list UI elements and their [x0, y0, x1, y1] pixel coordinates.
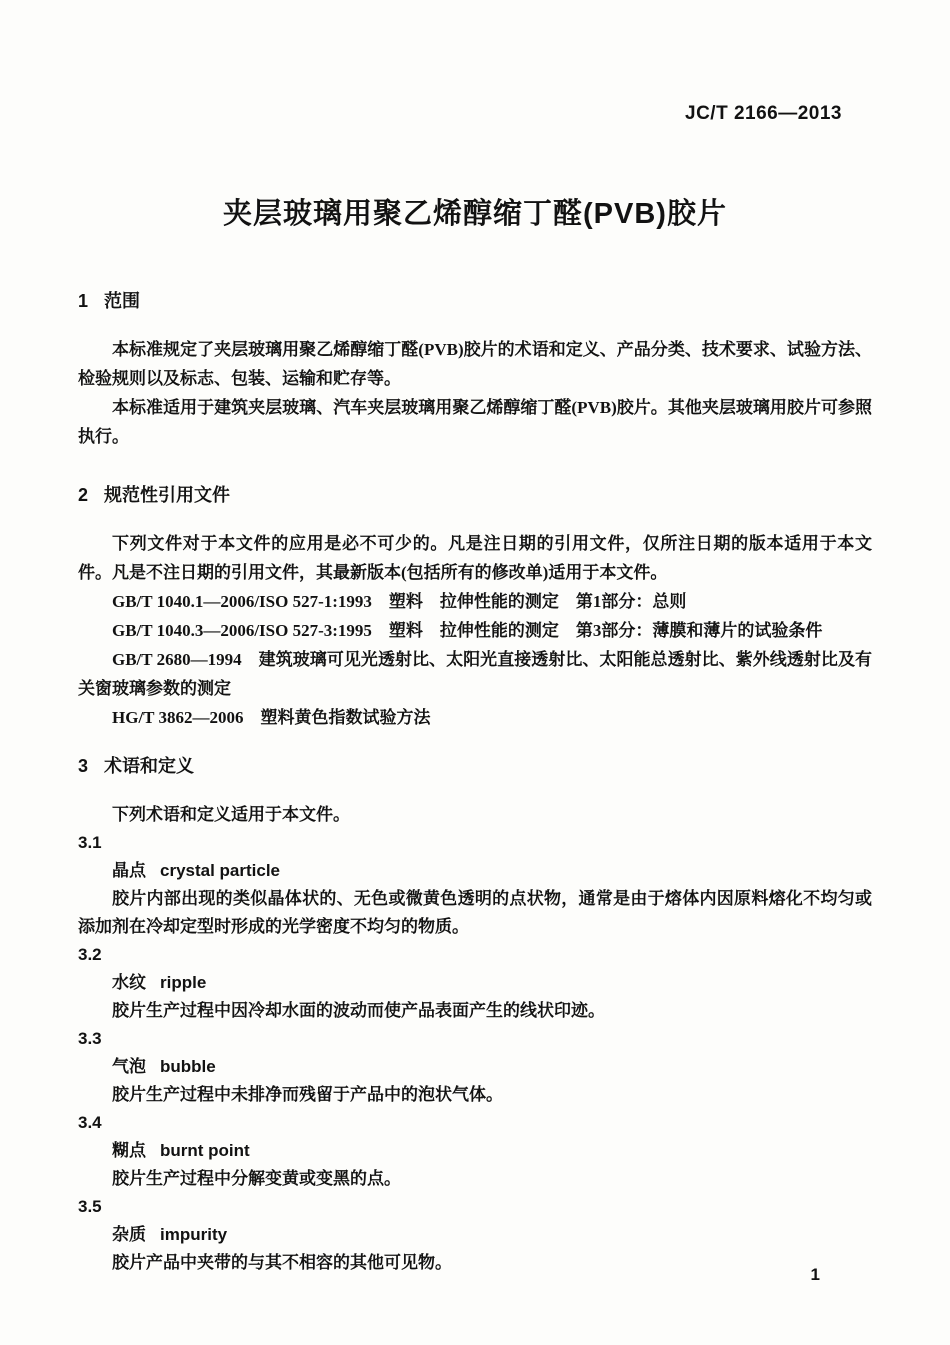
term-definition: 胶片内部出现的类似晶体状的、无色或微黄色透明的点状物，通常是由于熔体内因原料熔化不均匀或添加剂在冷却定型时形成的光学密度不均匀的物质。: [78, 889, 872, 936]
section-1-title: 范围: [104, 291, 141, 311]
section-1-number: 1: [78, 291, 89, 311]
term-definition: 胶片生产过程中未排净而残留于产品中的泡状气体。: [112, 1085, 503, 1104]
term-name-en: crystal particle: [160, 861, 281, 880]
standard-number: JC/T 2166—2013: [685, 103, 842, 124]
term-definition: 胶片产品中夹带的与其不相容的其他可见物。: [112, 1253, 452, 1272]
term-name-en: burnt point: [160, 1141, 250, 1160]
reference-item: HG/T 3862—2006 塑料黄色指数试验方法: [112, 708, 431, 727]
section-2-intro: 下列文件对于本文件的应用是必不可少的。凡是注日期的引用文件，仅所注日期的版本适用于本文件。凡是不注日期的引用文件，其最新版本(包括所有的修改单)适用于本文件。: [78, 534, 872, 582]
section-3-heading: [78, 752, 872, 778]
term-number: 3.3: [78, 1029, 102, 1048]
section-2-title: 规范性引用文件: [104, 485, 231, 505]
document-title: 夹层玻璃用聚乙烯醇缩丁醛(PVB)胶片: [223, 198, 727, 230]
section-2-heading: [78, 481, 872, 507]
section-3-intro: 下列术语和定义适用于本文件。: [112, 805, 350, 824]
term-name: [78, 857, 872, 885]
section-1-paragraph-2: 本标准适用于建筑夹层玻璃、汽车夹层玻璃用聚乙烯醇缩丁醛(PVB)胶片。其他夹层玻璃用胶片可参照执行。: [78, 398, 872, 446]
section-1-heading: [78, 287, 872, 313]
term-definition: 胶片生产过程中分解变黄或变黑的点。: [112, 1169, 401, 1188]
term-name-cn: 气泡: [112, 1057, 146, 1076]
term-name: [78, 1137, 872, 1165]
term-name: [78, 969, 872, 997]
term-number: 3.5: [78, 1197, 102, 1216]
term-block-burnt-point: [78, 1109, 872, 1193]
term-name-en: ripple: [160, 973, 207, 992]
term-block-ripple: [78, 941, 872, 1025]
reference-item: GB/T 1040.1—2006/ISO 527-1:1993 塑料 拉伸性能的测定 第1部分：总则: [112, 592, 687, 611]
term-name-en: bubble: [160, 1057, 216, 1076]
section-2-number: 2: [78, 485, 89, 505]
section-3-number: 3: [78, 756, 89, 776]
term-definition: 胶片生产过程中因冷却水面的波动而使产品表面产生的线状印迹。: [112, 1001, 605, 1020]
term-block-bubble: [78, 1025, 872, 1109]
term-number: 3.1: [78, 833, 102, 852]
term-name-cn: 水纹: [112, 973, 146, 992]
term-name-cn: 杂质: [112, 1225, 146, 1244]
reference-item: GB/T 2680—1994 建筑玻璃可见光透射比、太阳光直接透射比、太阳能总透射比、紫外线透射比及有关窗玻璃参数的测定: [78, 650, 872, 698]
document-content: [78, 0, 872, 1277]
reference-item: GB/T 1040.3—2006/ISO 527-3:1995 塑料 拉伸性能的测定 第3部分：薄膜和薄片的试验条件: [112, 621, 823, 640]
term-name-cn: 糊点: [112, 1141, 146, 1160]
page-number: 1: [810, 1265, 820, 1284]
term-name-cn: 晶点: [112, 861, 146, 880]
section-1-paragraph-1: 本标准规定了夹层玻璃用聚乙烯醇缩丁醛(PVB)胶片的术语和定义、产品分类、技术要求、试验方法、检验规则以及标志、包装、运输和贮存等。: [78, 340, 872, 388]
term-number: 3.4: [78, 1113, 102, 1132]
term-name: [78, 1053, 872, 1081]
term-block-crystal-particle: [78, 829, 872, 941]
term-block-impurity: [78, 1193, 872, 1277]
term-name-en: impurity: [160, 1225, 228, 1244]
term-number: 3.2: [78, 945, 102, 964]
term-name: [78, 1221, 872, 1249]
section-3-title: 术语和定义: [104, 756, 195, 776]
